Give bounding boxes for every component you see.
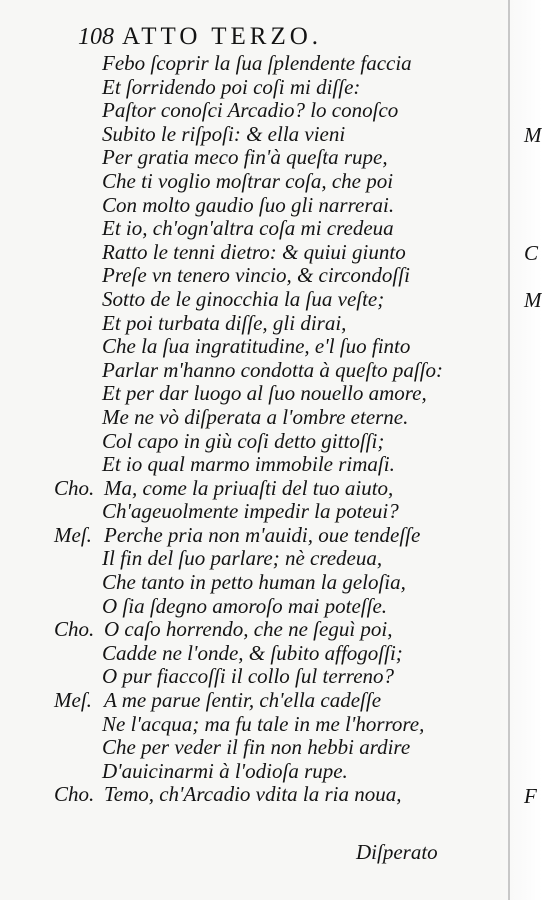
verse-line [0,477,500,501]
verse-line [0,52,500,76]
page-header [78,22,378,52]
verse-text-line: Et poi turbata diſſe, gli dirai, [102,310,347,335]
speaker-label: Cho. [54,617,95,642]
verse-text-line: O pur fiaccoſſi il collo ſul terreno? [102,664,395,689]
facing-page-edge [498,0,542,900]
verse-line [0,146,500,170]
verse-text-line: Che tanto in petto human la geloſia, [102,570,406,595]
verse-text-line: Ne l'acqua; ma fu tale in me l'horrore, [102,711,425,736]
verse-line [0,430,500,454]
catchword: Diſperato [356,840,438,864]
verse-text-line: Con molto gaudio ſuo gli narrerai. [102,192,395,217]
verse-text-line: Cadde ne l'onde, & ſubito affogoſſi; [102,640,403,665]
verse-line [0,312,500,336]
running-head: ATTO TERZO. [122,23,323,50]
verse-line [0,547,500,571]
speaker-label: Meſ. [54,688,92,713]
verse-line [0,406,500,430]
verse-line [0,335,500,359]
verse-text-line: Et ſorridendo poi coſi mi diſſe: [102,74,361,99]
verse-line [0,123,500,147]
verse-line [0,194,500,218]
verse-line [0,760,500,784]
verse-text-line: Et per dar luogo al ſuo nouello amore, [102,381,427,406]
verse-text-line: Col capo in giù coſi detto gittoſſi; [102,428,385,453]
verse-text-line: Per gratia meco fin'à queſta rupe, [102,145,388,170]
verse-line [0,264,500,288]
verse-text-line: Che ti voglio moſtrar coſa, che poi [102,168,394,193]
page-number: 108 [78,24,114,50]
verse-text-line: Preſe vn tenero vincio, & circondoſſi [102,263,410,288]
verse-text-line: O caſo horrendo, che ne ſeguì poi, [104,617,393,642]
verse-text-line: O ſia ſdegno amoroſo mai poteſſe. [102,593,388,618]
verse-text [0,52,500,807]
verse-line [0,665,500,689]
facing-page-letter: M [524,122,542,147]
verse-text-line: Subito le riſpoſi: & ella vieni [102,121,346,146]
speaker-label: Cho. [54,782,95,807]
verse-text-line: Ch'ageuolmente impedir la poteui? [102,499,399,524]
verse-text-line: Il fin del ſuo parlare; nè credeua, [102,546,383,571]
facing-page-letter: M [524,288,542,312]
verse-line [0,713,500,737]
verse-line [0,524,500,548]
verse-text-line: Che per veder il fin non hebbi ardire [102,735,411,760]
verse-text-line: Ma, come la priuaſti del tuo aiuto, [104,475,394,500]
verse-line [0,783,500,807]
verse-line [0,689,500,713]
verse-line [0,76,500,100]
verse-line [0,453,500,477]
verse-text-line: Febo ſcoprir la ſua ſplendente faccia [102,51,412,75]
verse-line [0,170,500,194]
verse-text-line: Che la ſua ingratitudine, e'l ſuo finto [102,334,411,359]
verse-line [0,500,500,524]
verse-text-line: Paſtor conoſci Arcadio? lo conoſco [102,98,399,123]
verse-line [0,382,500,406]
verse-text-line: Temo, ch'Arcadio vdita la ria noua, [104,782,402,807]
verse-text-line: Me ne vò diſperata a l'ombre eterne. [102,404,409,429]
verse-text-line: Parlar m'hanno condotta à queſto paſſo: [102,357,444,382]
verse-text-line: Et io, ch'ogn'altra coſa mi credeua [102,216,394,241]
verse-text-line: D'auicinarmi à l'odioſa rupe. [102,758,348,783]
verse-text-line: Et io qual marmo immobile rimaſi. [102,452,395,477]
facing-page-letter: F [524,783,537,808]
verse-text-line: Sotto de le ginocchia la ſua veſte; [102,286,385,311]
verse-line [0,359,500,383]
speaker-label: Meſ. [54,522,92,547]
verse-text-line: A me parue ſentir, ch'ella cadeſſe [104,688,382,713]
verse-line [0,642,500,666]
verse-text-line: Perche pria non m'auidi, oue tendeſſe [104,522,421,547]
verse-line [0,595,500,619]
facing-page-letter: C [524,240,539,265]
verse-line [0,571,500,595]
verse-line [0,618,500,642]
verse-line [0,217,500,241]
verse-line [0,99,500,123]
verse-line [0,288,500,312]
verse-line [0,241,500,265]
speaker-label: Cho. [54,475,95,500]
verse-text-line: Ratto le tenni dietro: & quiui giunto [102,239,406,264]
verse-line [0,736,500,760]
gutter-line [508,0,510,900]
